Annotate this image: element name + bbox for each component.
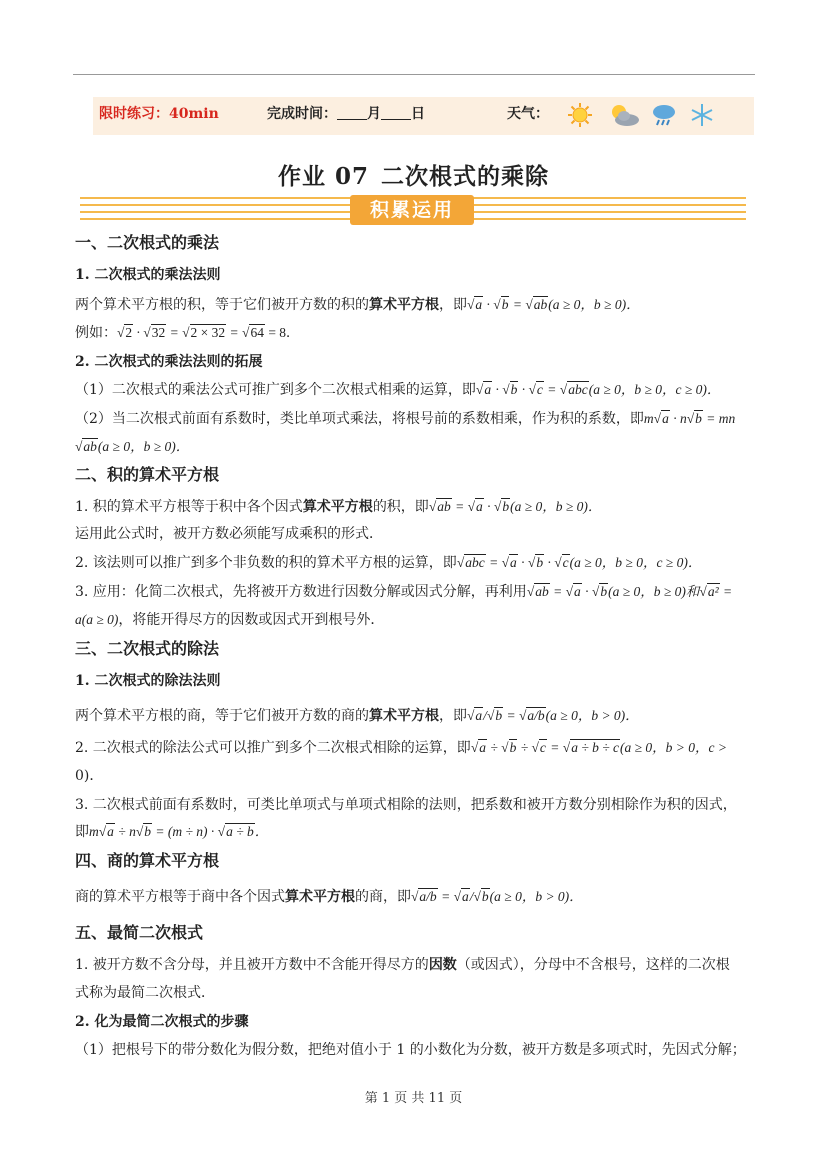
div-extension: 2. 二次根式的除法公式可以推广到多个二次根式相除的运算，即√a ÷ √b ÷ √c = √a ÷ b ÷ c(a ≥ 0，b > 0，c >: [75, 740, 728, 756]
partly-cloudy-icon: [607, 102, 641, 128]
page-footer: 第 1 页 共 11 页: [364, 1091, 463, 1106]
rain-icon: [651, 102, 677, 128]
mult-rule-text: 两个算术平方根的积，等于它们被开方数的积的算术平方根，即√a · √b = √ab(a ≥ 0，b ≥ 0)．: [75, 297, 640, 313]
heading-division: 三、二次根式的除法: [75, 639, 220, 658]
product-root-3-cont: a(a ≥ 0)，将能开得尽方的因数或因式开到根号外．: [75, 612, 385, 628]
mult-extension-2: （2）当二次根式前面有系数时，类比单项式乘法，将根号前的系数相乘，作为积的系数，即m√a · n√b = mn: [75, 411, 736, 427]
page-title: [0, 158, 827, 191]
day-blank: [381, 105, 411, 120]
section-tag: 积累运用: [350, 195, 474, 225]
product-root-1: 1. 积的算术平方根等于积中各个因式算术平方根的积，即√ab = √a · √b(a ≥ 0，b ≥ 0)．: [75, 499, 602, 515]
div-extension-cont: 0)．: [75, 768, 104, 784]
month-blank: [337, 105, 367, 120]
heading-multiplication: 一、二次根式的乘法: [75, 233, 220, 252]
quotient-root-text: 商的算术平方根等于商中各个因式算术平方根的商，即√a/b = √a/√b(a ≥ 0，b > 0)．: [75, 889, 583, 905]
completion-time-label: 完成时间：: [267, 106, 337, 122]
simplify-step-1: （1）把根号下的带分数化为假分数，把绝对值小于 1 的小数化为分数，被开方数是多项式时，先因式分解；: [75, 1042, 746, 1058]
header-rule: [73, 74, 755, 75]
heading-simplest-root: 五、最简二次根式: [75, 923, 204, 942]
product-root-note: 运用此公式时，被开方数必须能写成乘积的形式．: [75, 526, 383, 542]
title-text: 二次根式的乘除: [381, 163, 549, 190]
subheading-div-rule: 1. 二次根式的除法法则: [75, 673, 221, 689]
heading-quotient-root: 四、商的算术平方根: [75, 851, 220, 870]
subheading-mult-extension: 2. 二次根式的乘法法则的拓展: [75, 354, 263, 370]
sunny-icon: [567, 102, 593, 128]
completion-time: [267, 97, 425, 131]
heading-product-root: 二、积的算术平方根: [75, 465, 220, 484]
time-limit: 限时练习：40min: [99, 106, 219, 122]
month-label: 月: [367, 106, 381, 122]
div-rule-text: 两个算术平方根的商，等于它们被开方数的商的算术平方根，即√a/√b = √a/b(a ≥ 0，b > 0)．: [75, 708, 639, 724]
weather-label: 天气：: [507, 106, 549, 122]
product-root-2: 2. 该法则可以推广到多个非负数的积的算术平方根的运算，即√abc = √a · √b · √c(a ≥ 0，b ≥ 0，c ≥ 0)．: [75, 555, 702, 571]
simplest-root-def-cont: 式称为最简二次根式．: [75, 985, 215, 1001]
product-root-3: 3. 应用：化简二次根式，先将被开方数进行因数分解或因式分解，再利用√ab = √a · √b(a ≥ 0，b ≥ 0)和√a² =: [75, 584, 733, 600]
snow-icon: [689, 102, 715, 128]
title-number: 作业 07: [277, 163, 369, 190]
simplest-root-def: 1. 被开方数不含分母，并且被开方数中不含能开得尽方的因数（或因式），分母中不含根号，这样的二次根: [75, 957, 730, 973]
mult-extension-2-cont: √ab(a ≥ 0，b ≥ 0)．: [75, 439, 190, 454]
div-coefficient: 3. 二次根式前面有系数时，可类比单项式与单项式相除的法则，把系数和被开方数分别相除作为积的因式，: [75, 797, 737, 813]
subheading-simplify-steps: 2. 化为最简二次根式的步骤: [75, 1014, 249, 1030]
mult-example: 例如：√2 · √32 = √2 × 32 = √64 = 8．: [75, 325, 300, 341]
div-coefficient-formula: 即m√a ÷ n√b = (m ÷ n) · √a ÷ b．: [75, 824, 269, 840]
subheading-mult-rule: 1. 二次根式的乘法法则: [75, 267, 221, 283]
day-label: 日: [411, 106, 425, 122]
mult-extension-1: （1）二次根式的乘法公式可推广到多个二次根式相乘的运算，即√a · √b · √c = √abc(a ≥ 0，b ≥ 0，c ≥ 0)．: [75, 382, 721, 398]
practice-banner: [93, 97, 754, 135]
